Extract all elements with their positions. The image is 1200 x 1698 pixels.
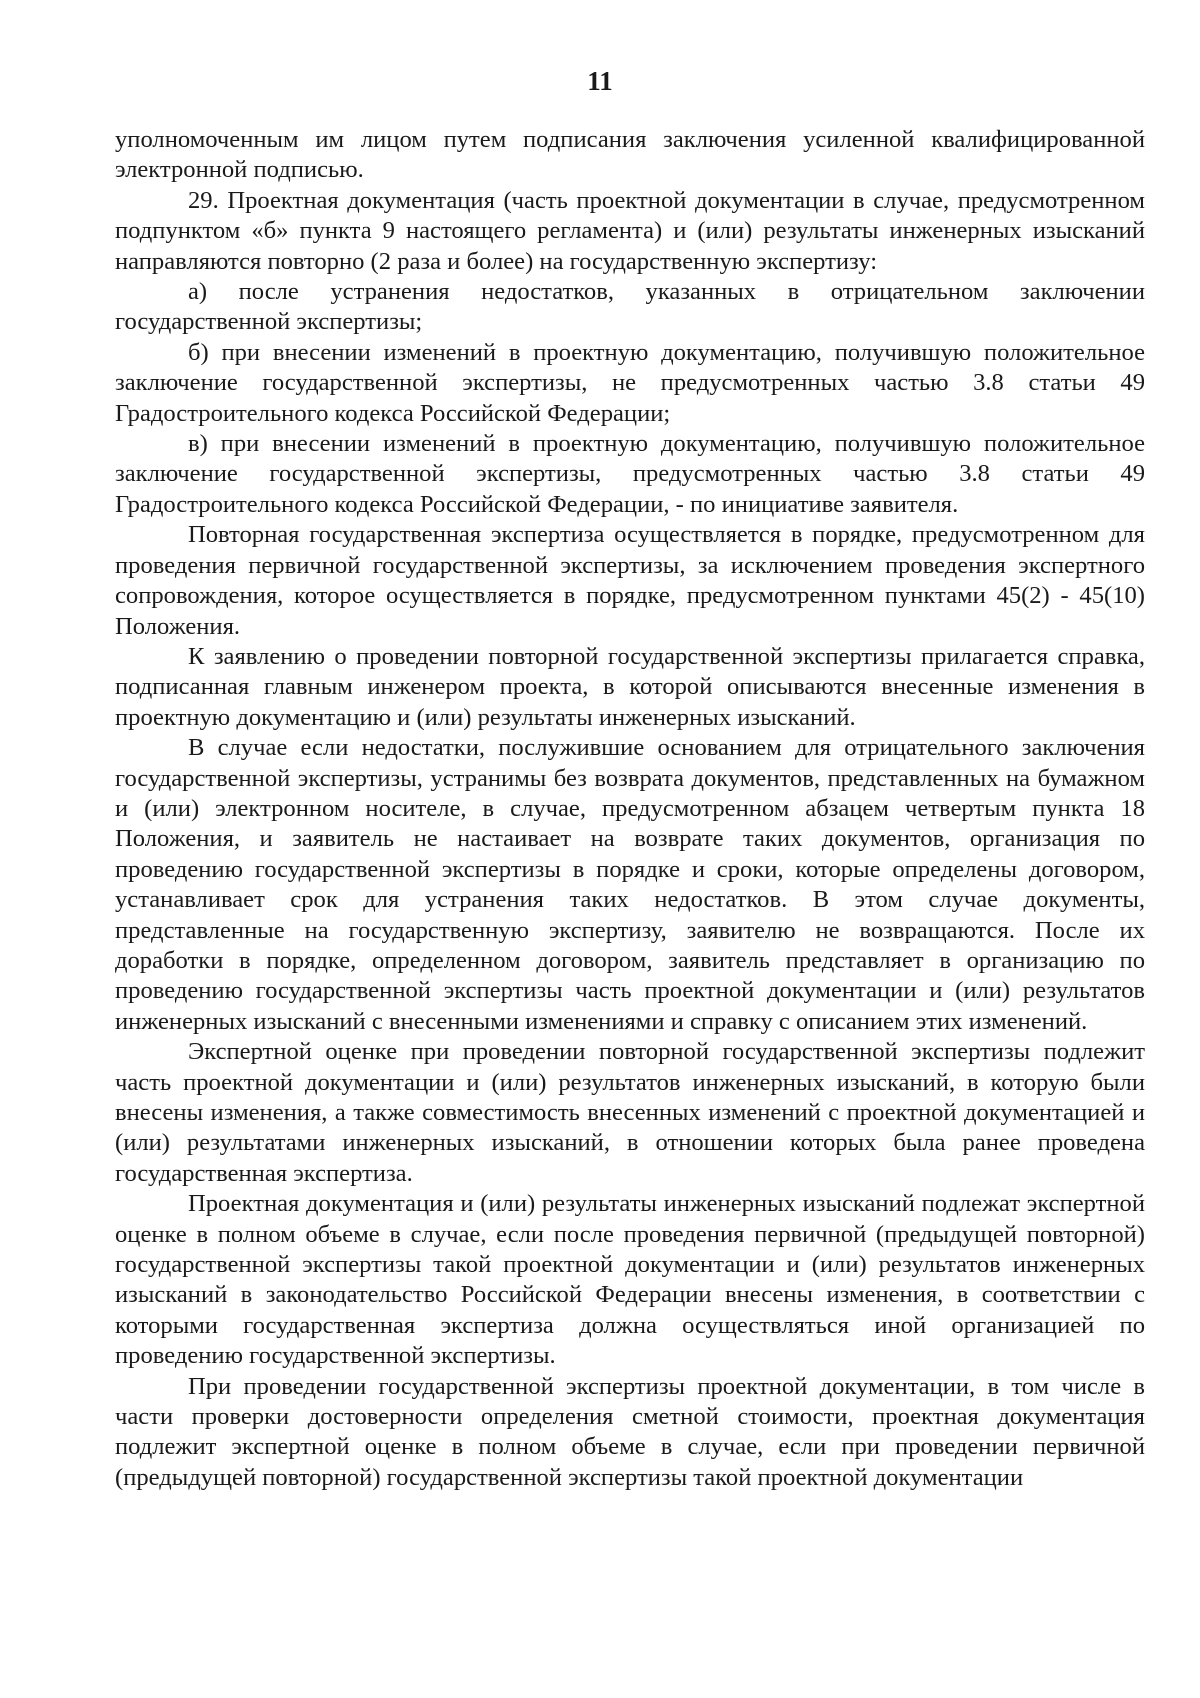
paragraph: При проведении государственной экспертизы проектной документации, в том числе в части проверки достоверности определения сметной стоимости, проектная документация подлежит экспертной оценке в полном объеме в случае, если при проведении первичной (предыдущей повторной) государственной экспертизы такой проектной документации (115, 1372, 1145, 1491)
paragraph: 29. Проектная документация (часть проектной документации в случае, предусмотренном подпунктом «б» пункта 9 настоящего регламента) и (или) результаты инженерных изысканий направляются повторно (2 раза и более) на государственную экспертизу: (115, 186, 1145, 275)
page-number: 11 (587, 66, 613, 96)
paragraph: В случае если недостатки, послужившие основанием для отрицательного заключения государственной экспертизы, устранимы без возврата документов, представленных на бумажном и (или) электронном носителе, в случае, предусмотренном абзацем четвертым пункта 18 Положения, и заявитель не настаивает на возврате таких документов, организация по проведению государственной экспертизы в порядке и сроки, которые определены договором, устанавливает срок для устранения таких недостатков. В этом случае документы, представленные на государственную экспертизу, заявителю не возвращаются. После их доработки в порядке, определенном договором, заявитель представляет в организацию по проведению государственной экспертизы часть проектной документации и (или) результатов инженерных изысканий с внесенными изменениями и справку с описанием этих изменений. (115, 734, 1145, 1035)
paragraph: Проектная документация и (или) результаты инженерных изысканий подлежат экспертной оценке в полном объеме в случае, если после проведения первичной (предыдущей повторной) государственной экспертизы такой проектной документации и (или) результатов инженерных изысканий в законодательство Российской Федерации внесены изменения, в соответствии с которыми государственная экспертиза должна осуществляться иной организацией по проведению государственной экспертизы. (115, 1190, 1145, 1370)
paragraph: в) при внесении изменений в проектную документацию, получившую положительное заключение государственной экспертизы, предусмотренных частью 3.8 статьи 49 Градостроительного кодекса Российской Федерации, - по инициативе заявителя. (115, 430, 1145, 518)
paragraph: уполномоченным им лицом путем подписания заключения усиленной квалифицированной электронной подписью. (115, 126, 1145, 184)
paragraph: а) после устранения недостатков, указанных в отрицательном заключении государственной экспертизы; (115, 278, 1145, 336)
paragraph: Экспертной оценке при проведении повторной государственной экспертизы подлежит часть проектной документации и (или) результатов инженерных изысканий, в которую были внесены изменения, а также совместимость внесенных изменений с проектной документацией и (или) результатами инженерных изысканий, в отношении которых была ранее проведена государственная экспертиза. (115, 1038, 1145, 1187)
paragraph: б) при внесении изменений в проектную документацию, получившую положительное заключение государственной экспертизы, не предусмотренных частью 3.8 статьи 49 Градостроительного кодекса Российской Федерации; (115, 338, 1145, 427)
document-body (115, 125, 1145, 1493)
paragraph: Повторная государственная экспертиза осуществляется в порядке, предусмотренном для проведения первичной государственной экспертизы, за исключением проведения экспертного сопровождения, которое осуществляется в порядке, предусмотренном пунктами 45(2) - 45(10) Положения. (115, 521, 1145, 640)
paragraph: К заявлению о проведении повторной государственной экспертизы прилагается справка, подписанная главным инженером проекта, в которой описываются внесенные изменения в проектную документацию и (или) результаты инженерных изысканий. (115, 642, 1145, 731)
